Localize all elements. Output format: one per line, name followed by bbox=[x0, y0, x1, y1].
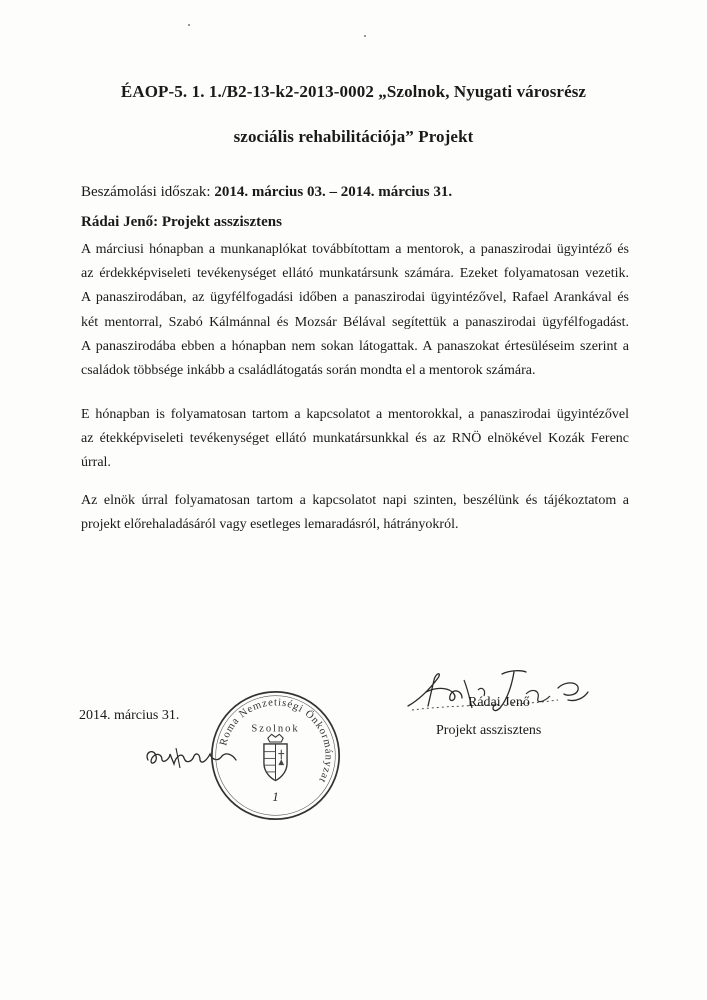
handwritten-signature bbox=[398, 660, 598, 720]
author-heading: Rádai Jenő: Projekt asszisztens bbox=[81, 214, 282, 230]
scan-speck bbox=[364, 35, 366, 37]
scan-speck bbox=[188, 24, 190, 26]
paragraph-line: A márciusi hónapban a munkanaplókat továbbítottam a mentorok, a panaszirodai ügyintéző és bbox=[81, 242, 629, 257]
paragraph-line: Az elnök úrral folyamatosan tartom a kapcsolatot napi szinten, beszélünk és tájékoztatom a bbox=[81, 493, 629, 508]
stamp-ring-text: Roma Nemzetiségi Önkormányzat bbox=[218, 697, 334, 785]
paragraph-line: két mentorral, Szabó Kálmánnal és Mozsár Bélával segítettük a panaszirodai ügyfélfogadást. bbox=[81, 314, 629, 330]
reporting-period-label: Beszámolási időszak: bbox=[81, 184, 215, 200]
coat-of-arms-icon bbox=[264, 734, 287, 780]
reporting-period-value: 2014. március 03. – 2014. március 31. bbox=[214, 184, 453, 200]
paragraph-line: E hónapban is folyamatosan tartom a kapcsolatot a mentorokkal, a panaszirodai ügyintézővel bbox=[81, 407, 629, 422]
signatory-name: Rádai Jenő bbox=[468, 695, 530, 710]
paragraph-3 bbox=[81, 489, 629, 537]
official-stamp bbox=[208, 688, 343, 823]
document-date: 2014. március 31. bbox=[79, 708, 180, 723]
paragraph-2 bbox=[81, 403, 629, 476]
stamp-city: Szolnok bbox=[251, 723, 300, 735]
paragraph-line: A panaszirodában, az ügyfélfogadási időben a panaszirodai ügyintézővel, Rafael Arankával és bbox=[81, 290, 629, 306]
paragraph-line: úrral. bbox=[81, 455, 111, 471]
paragraph-line: az érdekképviseleti tevékenységet ellátó munkatársunk számára. Ezeket folyamatosan vezetik. bbox=[81, 266, 629, 282]
signatory-role: Projekt asszisztens bbox=[436, 723, 542, 738]
paragraph-line: projekt előrehaladásáról vagy esetleges lemaradásról, hátrányokról. bbox=[81, 517, 459, 533]
document-title-line-1: ÉAOP-5. 1. 1./B2-13-k2-2013-0002 „Szolnok, Nyugati városrész bbox=[120, 82, 587, 101]
svg-text:Roma Nemzetiségi Önkormányzat bbox=[218, 697, 333, 785]
reporting-period bbox=[81, 184, 452, 201]
stamp-number: 1 bbox=[272, 789, 279, 804]
document-title-line-2: szociális rehabilitációja” Projekt bbox=[233, 127, 474, 146]
paragraph-line: A panaszirodába ebben a hónapban nem sokan látogattak. A panaszokat értesüléseim szerint a bbox=[81, 338, 629, 354]
paragraph-line: az étekképviseleti tevékenységet ellátó munkatársunkkal és az RNÖ elnökével Kozák Ferenc bbox=[81, 431, 629, 447]
paragraph-line: családok többsége inkább a családlátogatás során mondta el a mentorok számára. bbox=[81, 363, 536, 379]
paragraph-1 bbox=[81, 238, 629, 383]
